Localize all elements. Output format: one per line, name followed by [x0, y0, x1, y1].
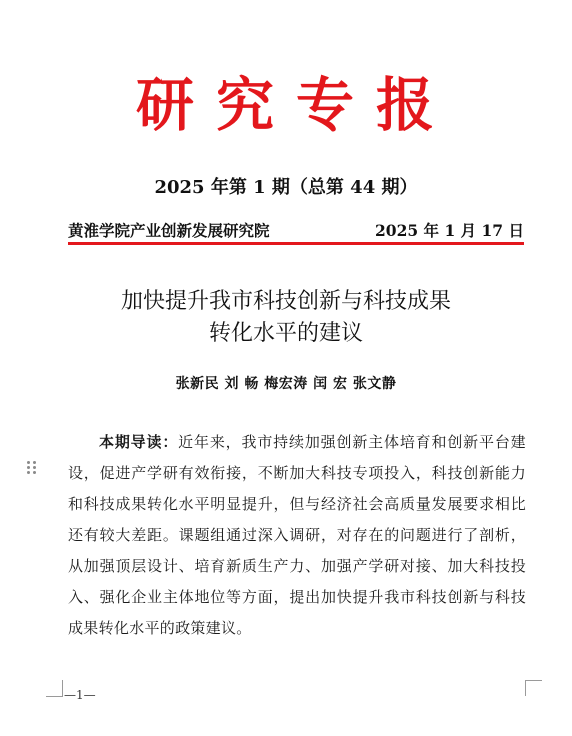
masthead-title: 研究专报 — [135, 71, 456, 139]
publish-date: 2025 年 1 月 17 日 — [375, 221, 524, 240]
margin-corner-marker-right — [525, 680, 542, 696]
issue-number: 2025 年第 1 期（总第 44 期） — [154, 177, 418, 198]
publisher-line — [68, 220, 524, 242]
article-title-line-2: 转化水平的建议 — [208, 321, 363, 346]
abstract-paragraph — [68, 427, 526, 644]
red-divider-rule — [68, 242, 524, 245]
publisher-name: 黄淮学院产业创新发展研究院 — [68, 221, 270, 240]
drag-handle-icon[interactable] — [26, 460, 38, 476]
author-list: 张新民 刘 畅 梅宏涛 闰 宏 张文静 — [175, 376, 397, 392]
margin-corner-marker-left — [46, 680, 63, 697]
article-title-line-1: 加快提升我市科技创新与科技成果 — [120, 289, 451, 314]
page-number: —1— — [64, 688, 96, 702]
abstract-text: 近年来，我市持续加强创新主体培育和创新平台建设，促进产学研有效衔接，不断加大科技专项投入，科技创新能力和科技成果转化水平明显提升，但与经济社会高质量发展要求相比还有较大差距。课题组通过深入调研，对存在的问题进行了剖析，从加强顶层设计、培育新质生产力、加强产学研对接、加大科技投入、强化企业主体地位等方面，提出加快提升我市科技创新与科技成果转化水平的政策建议。 — [68, 433, 526, 637]
abstract-lead-label: 本期导读： — [99, 433, 179, 451]
